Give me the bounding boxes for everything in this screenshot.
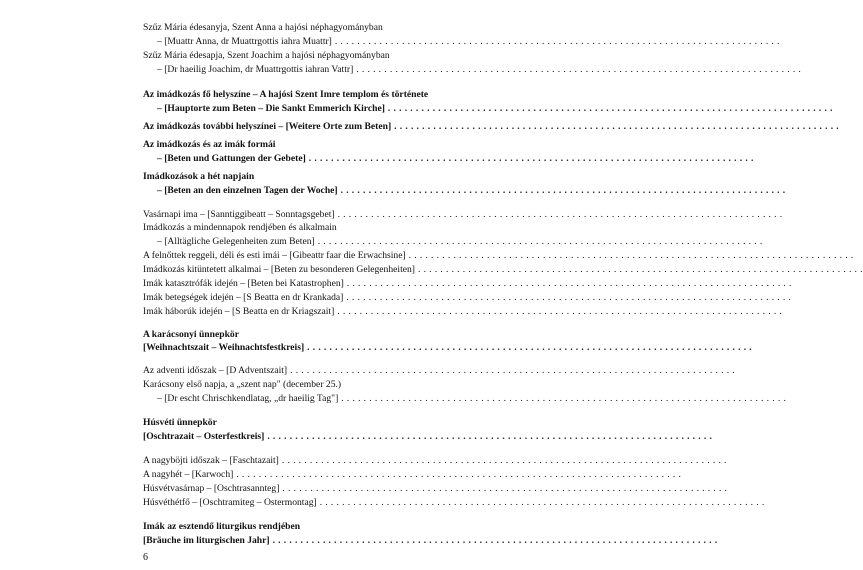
dot-leader: . . . . . . . . . . . . . . . . . . . . . . . . . . . . . . . . . . . . . . . . . . . . . . . . . . . . . . . . . . . . . . . . . . . . . . . . . . . . . . . .: [267, 431, 713, 442]
dot-leader: . . . . . . . . . . . . . . . . . . . . . . . . . . . . . . . . . . . . . . . . . . . . . . . . . . . . . . . . . . . . . . . . . . . . . . . . . . . . . . . .: [394, 121, 840, 132]
dot-leader: . . . . . . . . . . . . . . . . . . . . . . . . . . . . . . . . . . . . . . . . . . . . . . . . . . . . . . . . . . . . . . . . . . . . . . . . . . . . . . . .: [337, 209, 783, 220]
toc-entry: [143, 535, 718, 546]
toc-entry-text: – [Alltägliche Gelegenheiten zum Beten]: [157, 236, 315, 247]
dot-leader: . . . . . . . . . . . . . . . . . . . . . . . . . . . . . . . . . . . . . . . . . . . . . . . . . . . . . . . . . . . . . . . . . . . . . . . . . . . . . . . .: [356, 64, 802, 75]
toc-entry-text: Húsvéthétfő – [Oschtramiteg – Ostermontag]: [143, 497, 317, 508]
toc-entry-text: Az imádkozás további helyszínei – [Weitere Orte zum Beten]: [143, 121, 392, 132]
toc-entry-text: – [Beten an den einzelnen Tagen der Woche]: [157, 185, 338, 196]
toc-entry-text: Imák az esztendő liturgikus rendjében: [143, 521, 301, 532]
toc-entry: [157, 64, 802, 75]
toc-entry-text: Húsvétvasárnap – [Oschtrasanntеg]: [143, 483, 280, 494]
toc-entry: [157, 393, 787, 404]
dot-leader: . . . . . . . . . . . . . . . . . . . . . . . . . . . . . . . . . . . . . . . . . . . . . . . . . . . . . . . . . . . . . . . . . . . . . . . . . . . . . . . .: [337, 306, 783, 317]
toc-entry-text: – [Dr haeilig Joachim, dr Muattrgottis iahran Vattr]: [157, 64, 354, 75]
dot-leader: . . . . . . . . . . . . . . . . . . . . . . . . . . . . . . . . . . . . . . . . . . . . . . . . . . . . . . . . . . . . . . . . . . . . . . . . . . . . . . . .: [307, 342, 753, 353]
toc-entry-text: Imák katasztrófák idején – [Beten bei Katastrophen]: [143, 278, 344, 289]
toc-entry: [143, 455, 727, 466]
toc-entry-text: A karácsonyi ünnepkör: [143, 329, 239, 340]
dot-leader: . . . . . . . . . . . . . . . . . . . . . . . . . . . . . . . . . . . . . . . . . . . . . . . . . . . . . . . . . . . . . . . . . . . . . . . . . . . . . . . .: [417, 264, 863, 275]
dot-leader: . . . . . . . . . . . . . . . . . . . . . . . . . . . . . . . . . . . . . . . . . . . . . . . . . . . . . . . . . . . . . . . . . . . . . . . . . . . . . . . .: [387, 103, 833, 114]
toc-entry: [157, 153, 754, 164]
toc-entry-text: – [Hauptorte zum Beten – Die Sankt Emmerich Kirche]: [157, 103, 385, 114]
dot-leader: . . . . . . . . . . . . . . . . . . . . . . . . . . . . . . . . . . . . . . . . . . . . . . . . . . . . . . . . . . . . . . . . . . . . . . . . . . . . . . . .: [281, 455, 727, 466]
dot-leader: . . . . . . . . . . . . . . . . . . . . . . . . . . . . . . . . . . . . . . . . . . . . . . . . . . . . . . . . . . . . . . . . . . . . . . . . . . . . . . . .: [346, 278, 792, 289]
toc-entry-line: [143, 379, 341, 390]
toc-entry-text: Vasárnapi ima – [Sanntiggibeatt – Sonntagsgebet]: [143, 209, 335, 220]
page-number: 6: [143, 552, 148, 563]
toc-entry-line: [143, 139, 275, 150]
toc-entry: [143, 431, 713, 442]
dot-leader: . . . . . . . . . . . . . . . . . . . . . . . . . . . . . . . . . . . . . . . . . . . . . . . . . . . . . . . . . . . . . . . . . . . . . . . . . . . . . . . .: [334, 36, 780, 47]
toc-entry-text: Húsvéti ünnepkör: [143, 417, 217, 428]
toc-entry-line: [143, 521, 300, 532]
toc-entry: [143, 306, 783, 317]
dot-leader: . . . . . . . . . . . . . . . . . . . . . . . . . . . . . . . . . . . . . . . . . . . . . . . . . . . . . . . . . . . . . . . . . . . . . . . . . . . . . . . .: [272, 535, 718, 546]
toc-entry: [143, 292, 792, 303]
toc-entry-text: Az imádkozás fő helyszíne – A hajósi Szent Imre templom és története: [143, 89, 429, 100]
toc-entry: [143, 497, 765, 508]
dot-leader: . . . . . . . . . . . . . . . . . . . . . . . . . . . . . . . . . . . . . . . . . . . . . . . . . . . . . . . . . . . . . . . . . . . . . . . . . . . . . . . .: [290, 365, 736, 376]
toc-entry: [157, 236, 763, 247]
toc-entry-text: Imák betegségek idején – [S Beatta en dr Krankada]: [143, 292, 344, 303]
toc-entry: [157, 103, 833, 114]
toc-entry-text: Imádkozások a hét napjain: [143, 171, 255, 182]
toc-entry: [143, 342, 753, 353]
toc-entry-text: Imák háborúk idején – [S Beatta en dr Kriagszait]: [143, 306, 335, 317]
toc-entry-line: [143, 417, 217, 428]
toc-entry-text: Szűz Mária édesapja, Szent Joachim a hajósi néphagyományban: [143, 50, 390, 61]
toc-entry: [143, 264, 863, 275]
toc-entry: [143, 121, 840, 132]
dot-leader: . . . . . . . . . . . . . . . . . . . . . . . . . . . . . . . . . . . . . . . . . . . . . . . . . . . . . . . . . . . . . . . . . . . . . . . . . . . . . . . .: [317, 236, 763, 247]
dot-leader: . . . . . . . . . . . . . . . . . . . . . . . . . . . . . . . . . . . . . . . . . . . . . . . . . . . . . . . . . . . . . . . . . . . . . . . . . . . . . . . .: [308, 153, 754, 164]
toc-entry-text: Az adventi időszak – [D Adventszait]: [143, 365, 288, 376]
toc-entry-line: [143, 89, 428, 100]
toc-entry-line: [143, 222, 337, 233]
dot-leader: . . . . . . . . . . . . . . . . . . . . . . . . . . . . . . . . . . . . . . . . . . . . . . . . . . . . . . . . . . . . . . . . . . . . . . . . . . . . . . . .: [236, 469, 682, 480]
dot-leader: . . . . . . . . . . . . . . . . . . . . . . . . . . . . . . . . . . . . . . . . . . . . . . . . . . . . . . . . . . . . . . . . . . . . . . . . . . . . . . . .: [408, 250, 854, 261]
toc-entry-line: [143, 50, 390, 61]
toc-entry-text: Imádkozás a mindennapok rendjében és alkalmain: [143, 222, 337, 233]
toc-entry: [143, 250, 854, 261]
toc-entry: [157, 185, 786, 196]
toc-entry-line: [143, 171, 254, 182]
toc-entry: [143, 209, 783, 220]
toc-entry: [143, 365, 736, 376]
toc-entry-text: Az imádkozás és az imák formái: [143, 139, 276, 150]
toc-entry-text: [Bräuche im liturgischen Jahr]: [143, 535, 270, 546]
toc-entry-text: Karácsony első napja, a „szent nap" (december 25.): [143, 379, 342, 390]
toc-entry-text: [Weihnachtszait – Weihnachtsfestkreis]: [143, 342, 305, 353]
toc-entry-text: A felnőttek reggeli, déli és esti imái – [Gibeattr faar die Erwachsine]: [143, 250, 406, 261]
toc-entry-line: [143, 22, 383, 33]
toc-entry: [143, 278, 792, 289]
toc-entry-text: – [Beten und Gattungen der Gebete]: [157, 153, 306, 164]
toc-entry-text: Imádkozás kitüntetett alkalmai – [Beten zu besonderen Gelegenheiten]: [143, 264, 415, 275]
dot-leader: . . . . . . . . . . . . . . . . . . . . . . . . . . . . . . . . . . . . . . . . . . . . . . . . . . . . . . . . . . . . . . . . . . . . . . . . . . . . . . . .: [319, 497, 765, 508]
toc-entry-text: – [Dr escht Chrischkendlatag, „dr haeilig Tag"]: [157, 393, 339, 404]
toc-entry-text: A nagyhét – [Karwoch]: [143, 469, 234, 480]
toc-entry-line: [143, 329, 239, 340]
toc-entry-text: A nagyböjti időszak – [Faschtazait]: [143, 455, 279, 466]
toc-entry-text: – [Muattr Anna, dr Muattrgottis iahra Muattr]: [157, 36, 332, 47]
toc-entry-text: Szűz Mária édesanyja, Szent Anna a hajósi néphagyományban: [143, 22, 383, 33]
toc-entry: [143, 483, 728, 494]
toc-entry: [157, 36, 780, 47]
toc-entry: [143, 469, 682, 480]
dot-leader: . . . . . . . . . . . . . . . . . . . . . . . . . . . . . . . . . . . . . . . . . . . . . . . . . . . . . . . . . . . . . . . . . . . . . . . . . . . . . . . .: [346, 292, 792, 303]
toc-entry-text: [Oschtrazait – Osterfestkreis]: [143, 431, 265, 442]
dot-leader: . . . . . . . . . . . . . . . . . . . . . . . . . . . . . . . . . . . . . . . . . . . . . . . . . . . . . . . . . . . . . . . . . . . . . . . . . . . . . . . .: [282, 483, 728, 494]
dot-leader: . . . . . . . . . . . . . . . . . . . . . . . . . . . . . . . . . . . . . . . . . . . . . . . . . . . . . . . . . . . . . . . . . . . . . . . . . . . . . . . .: [341, 393, 787, 404]
dot-leader: . . . . . . . . . . . . . . . . . . . . . . . . . . . . . . . . . . . . . . . . . . . . . . . . . . . . . . . . . . . . . . . . . . . . . . . . . . . . . . . .: [340, 185, 786, 196]
